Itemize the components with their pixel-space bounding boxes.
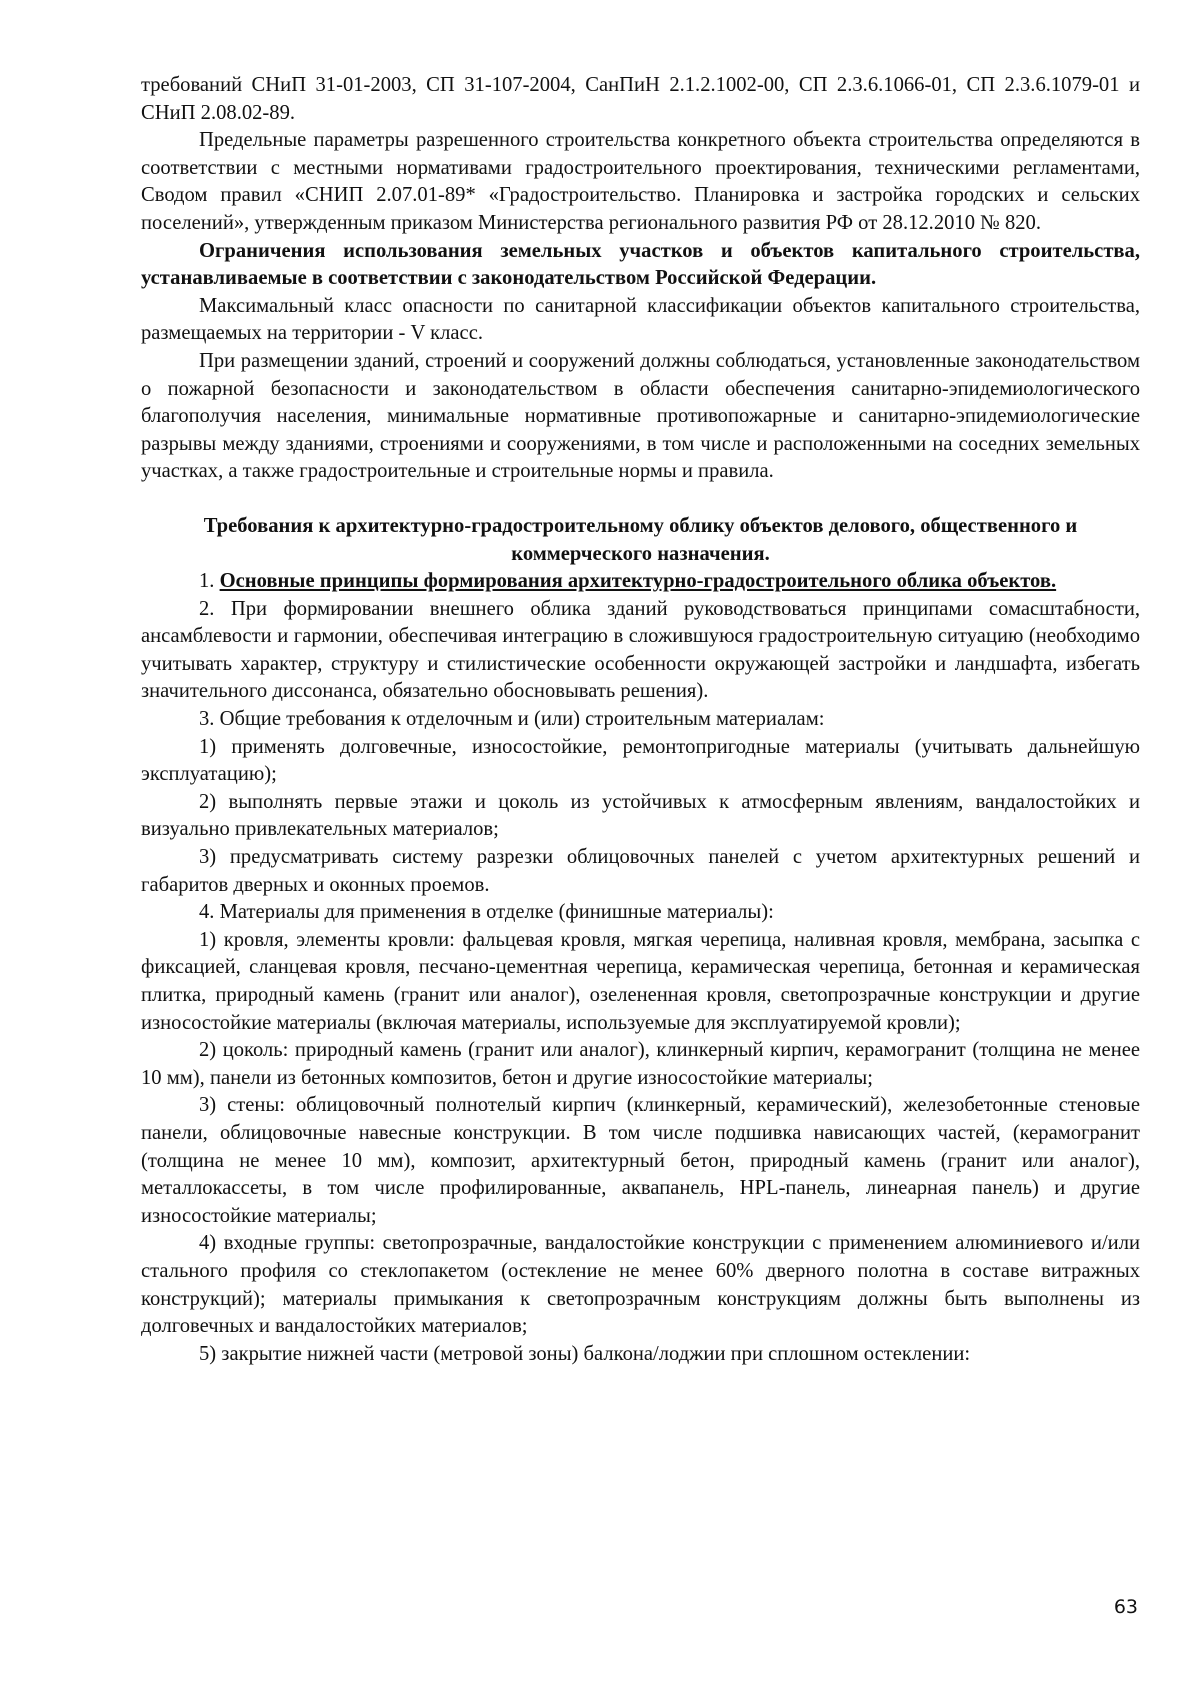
list-subitem-3-2: 2) выполнять первые этажи и цоколь из устойчивых к атмосферным явлениям, вандалостойких и визуально привлекательных материалов;: [141, 790, 1140, 841]
heading-architectural-requirements: Требования к архитектурно-градостроительному облику объектов делового, общественного и коммерческого назначения.: [203, 514, 1078, 565]
paragraph-limit-parameters: Предельные параметры разрешенного строительства конкретного объекта строительства определяются в соответствии с местными нормативами градостроительного проектирования, техническими регламентами, Сводом правил «СНИП 2.07.01-89* «Градостроительство. Планировка и застройка городских и сельских поселений», утвержденным приказом Министерства регионального развития РФ от 28.12.2010 № 820.: [141, 129, 1140, 234]
list-item-4-finish-materials: 4. Материалы для применения в отделке (финишные материалы):: [199, 901, 774, 924]
list-subitem-4-3-walls: 3) стены: облицовочный полнотелый кирпич (клинкерный, керамический), железобетонные стеновые панели, облицовочные навесные конструкции. В том числе подшивка нависающих частей, (керамогранит (толщина не менее 10 мм), композит, архитектурный бетон, природный камень (гранит или аналог), металлокассеты, в том числе профилированные, аквапанель, HPL-панель, линеарная панель) и другие износостойкие материалы;: [141, 1094, 1140, 1227]
list-subitem-4-2-plinth: 2) цоколь: природный камень (гранит или аналог), клинкерный кирпич, керамогранит (толщина не менее 10 мм), панели из бетонных композитов, бетон и другие износостойкие материалы;: [141, 1039, 1140, 1089]
list-subitem-4-5-balcony: 5) закрытие нижней части (метровой зоны) балкона/лоджии при сплошном остеклении:: [199, 1342, 971, 1365]
list-item-1-number: 1.: [199, 570, 220, 593]
paragraph-fire-sanitary-gaps: При размещении зданий, строений и сооружений должны соблюдаться, установленные законодательством о пожарной безопасности и законодательством в области обеспечения санитарно-эпидемиологического благополучия населения, минимальные нормативные противопожарные и санитарно-эпидемиологические разрывы между зданиями, строениями и сооружениями, в том числе и расположенными на соседних земельных участках, а также градостроительные и строительные нормы и правила.: [141, 349, 1140, 483]
list-subitem-4-1-roof: 1) кровля, элементы кровли: фальцевая кровля, мягкая черепица, наливная кровля, мембрана, засыпка с фиксацией, сланцевая кровля, песчано-цементная черепица, керамическая черепица, бетонная и керамическая плитка, природный камень (гранит или аналог), озелененная кровля, светопрозрачные конструкции и другие износостойкие материалы (включая материалы, используемые для эксплуатируемой кровли);: [141, 928, 1140, 1034]
paragraph-hazard-class: Максимальный класс опасности по санитарной классификации объектов капитального строительства, размещаемых на территории - V класс.: [141, 294, 1140, 345]
heading-land-use-restrictions: Ограничения использования земельных участков и объектов капитального строительства, устанавливаемые в соответствии с законодательством Российской Федерации.: [141, 239, 1140, 290]
list-item-2-design-principles: 2. При формировании внешнего облика зданий руководствоваться принципами сомасштабности, ансамблевости и гармонии, обеспечивая интеграцию в сложившуюся градостроительную ситуацию (необходимо учитывать характер, структуру и стилистические особенности окружающей застройки и ландшафта, избегать значительного диссонанса, обязательно обосновывать решения).: [141, 597, 1140, 703]
list-subitem-3-1: 1) применять долговечные, износостойкие, ремонтопригодные материалы (учитывать дальнейшую эксплуатацию);: [141, 735, 1140, 786]
list-item-3-material-requirements: 3. Общие требования к отделочным и (или) строительным материалам:: [199, 708, 825, 731]
page-number: 63: [1113, 1596, 1138, 1618]
section-spacer: [141, 486, 1140, 513]
list-subitem-4-4-entrance: 4) входные группы: светопрозрачные, вандалостойкие конструкции с применением алюминиевого и/или стального профиля со стеклопакетом (остекление не менее 60% дверного полотна в составе витражных конструкций); материалы примыкания к светопрозрачным конструкциям должны быть выполнены из долговечных и вандалостойких материалов;: [141, 1232, 1140, 1338]
paragraph-norms-continuation: требований СНиП 31-01-2003, СП 31-107-2004, СанПиН 2.1.2.1002-00, СП 2.3.6.1066-01, СП 2.3.6.1079-01 и СНиП 2.08.02-89.: [141, 74, 1140, 124]
document-body: [141, 72, 1140, 1368]
list-item-1-title: Основные принципы формирования архитектурно-градостроительного облика объектов.: [219, 570, 1057, 593]
list-subitem-3-3: 3) предусматривать систему разрезки облицовочных панелей с учетом архитектурных решений и габаритов дверных и оконных проемов.: [141, 846, 1140, 896]
list-item-1: [141, 568, 1140, 596]
